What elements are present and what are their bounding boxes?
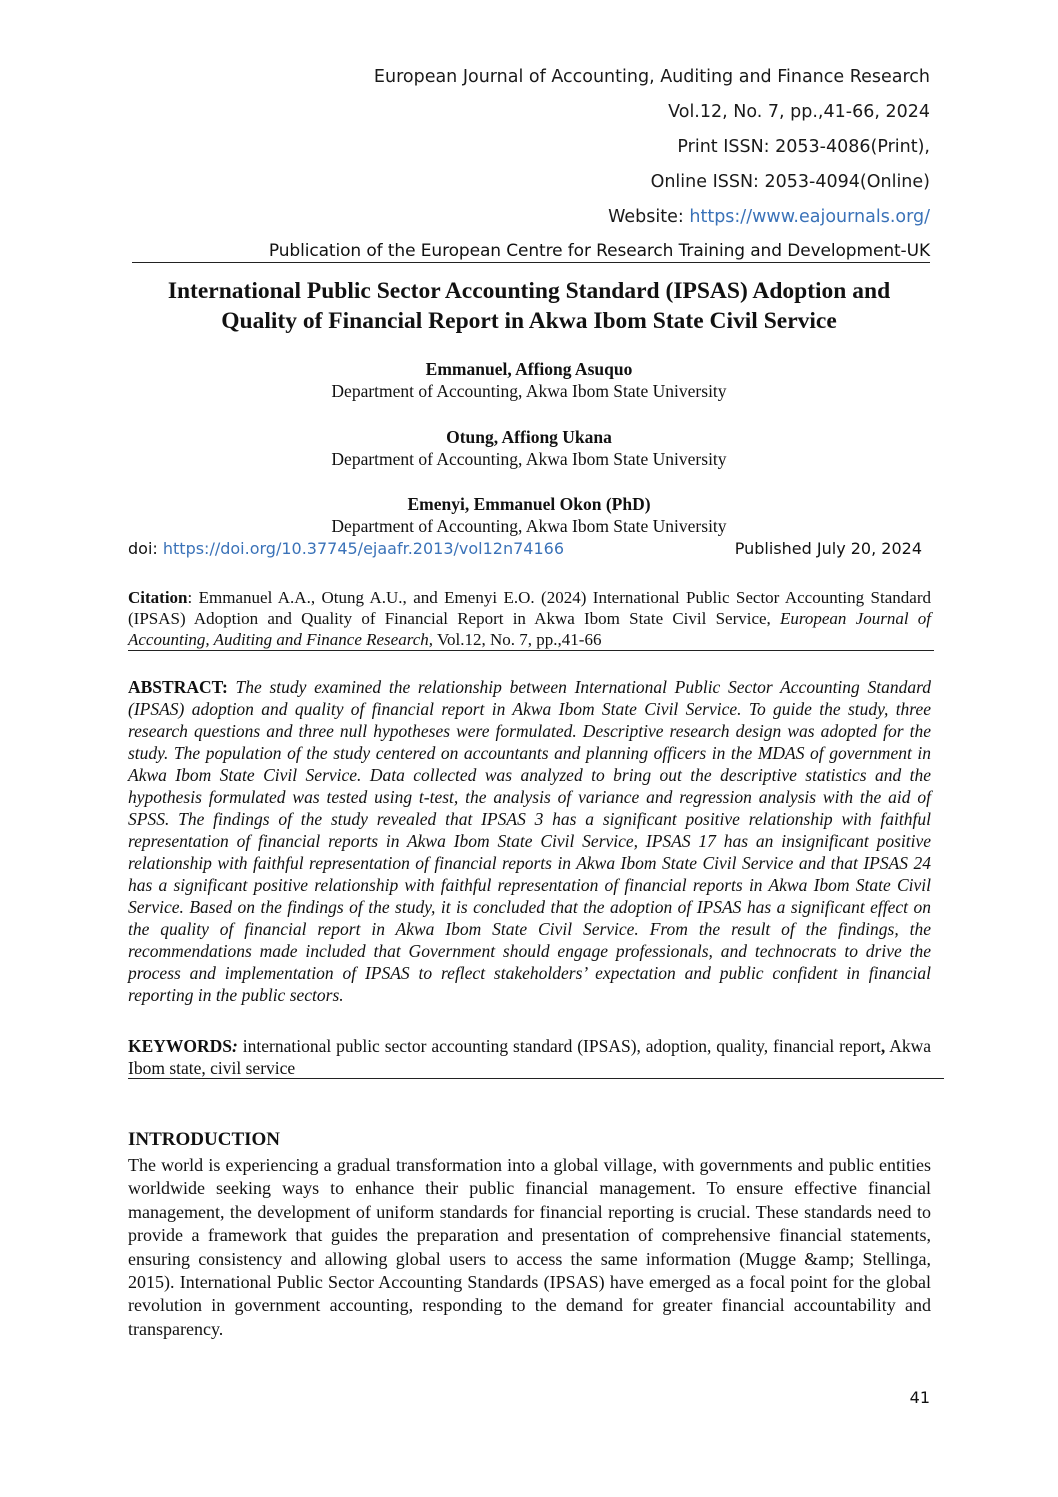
abstract-label: ABSTRACT: bbox=[128, 677, 228, 697]
title-line-2: Quality of Financial Report in Akwa Ibom State Civil Service bbox=[221, 308, 837, 334]
keywords-label: KEYWORDS bbox=[128, 1036, 233, 1056]
doi-line bbox=[128, 539, 926, 559]
introduction-text: The world is experiencing a gradual transformation into a global village, with governments and public entities worldwide seeking ways to enhance their public financial management. To ensure effective financial management, the development of uniform standards for financial reporting is crucial. These standards need to provide a framework that guides the preparation and presentation of comprehensive financial statements, ensuring consistency and allowing global users to access the same information (Mugge &amp; Stellinga, 2015). International Public Sector Accounting Standards (IPSAS) have emerged as a focal point for the global revolution in government accounting, responding to the demand for greater financial accountability and transparency. bbox=[128, 1155, 931, 1339]
author-name: Emmanuel, Affiong Asuquo bbox=[425, 359, 633, 379]
journal-name: European Journal of Accounting, Auditing and Finance Research bbox=[373, 67, 930, 87]
keywords-comma: , bbox=[880, 1036, 886, 1056]
online-issn: Online ISSN: 2053-4094(Online) bbox=[650, 172, 930, 192]
author-name: Emenyi, Emmanuel Okon (PhD) bbox=[407, 494, 651, 514]
published-date: Published July 20, 2024 bbox=[734, 539, 922, 558]
title-line-1: International Public Sector Accounting Standard (IPSAS) Adoption and bbox=[167, 278, 891, 304]
page-number: 41 bbox=[909, 1388, 930, 1407]
author-affiliation: Department of Accounting, Akwa Ibom State University bbox=[331, 516, 727, 536]
print-issn: Print ISSN: 2053-4086(Print), bbox=[677, 137, 930, 157]
author-affiliation: Department of Accounting, Akwa Ibom State University bbox=[331, 449, 727, 469]
website-link[interactable]: https://www.eajournals.org/ bbox=[689, 207, 930, 227]
keywords-divider bbox=[128, 1078, 944, 1079]
keywords-text-2: Akwa Ibom state, civil service bbox=[128, 1036, 931, 1078]
doi-link[interactable]: https://doi.org/10.37745/ejaafr.2013/vol12n74166 bbox=[162, 539, 565, 558]
author-affiliation: Department of Accounting, Akwa Ibom State University bbox=[331, 381, 727, 401]
author-2 bbox=[100, 426, 958, 470]
citation-text: : Emmanuel A.A., Otung A.U., and Emenyi E.O. (2024) International Public Sector Accounting Standard (IPSAS) Adoption and Quality of Financial Report in Akwa Ibom State Civil Service, bbox=[128, 588, 931, 628]
citation-journal: European Journal of Accounting, Auditing and Finance Research, bbox=[128, 609, 931, 649]
paper-title bbox=[100, 276, 958, 336]
doi-label: doi: bbox=[128, 539, 163, 558]
abstract bbox=[128, 676, 931, 1006]
keywords-colon: : bbox=[232, 1036, 238, 1056]
volume-info: Vol.12, No. 7, pp.,41-66, 2024 bbox=[668, 102, 930, 122]
website-line bbox=[608, 206, 930, 228]
citation bbox=[128, 587, 931, 650]
citation-divider bbox=[128, 650, 934, 651]
author-3 bbox=[100, 493, 958, 537]
abstract-text: The study examined the relationship between International Public Sector Accounting Standard (IPSAS) adoption and quality of financial report in Akwa Ibom State Civil Service. To guide the study, three research questions and three null hypotheses were formulated. Descriptive research design was adopted for the study. The population of the study centered on accountants and planning officers in the MDAS of government in Akwa Ibom State Civil Service. Data collected was analyzed to bring out the descriptive statistics and the hypothesis formulated was tested using t-test, the analysis of variance and regression analysis with the aid of SPSS. The findings of the study revealed that IPSAS 3 has a significant positive relationship with faithful representation of financial reports in Akwa Ibom State Civil Service, IPSAS 17 has an insignificant positive relationship with faithful representation of financial reports in Akwa Ibom State Civil Service and that IPSAS 24 has a significant positive relationship with faithful representation of financial reports in Akwa Ibom State Civil Service. Based on the findings of the study, it is concluded that the adoption of IPSAS has a significant effect on the quality of financial report in Akwa Ibom State Civil Service. From the result of the findings, the recommendations made included that Government should engage professionals, and technocrats to drive the process and implementation of IPSAS to reflect stakeholders’ expectation and public confident in financial reporting in the public sectors. bbox=[128, 677, 932, 1005]
author-name: Otung, Affiong Ukana bbox=[446, 427, 612, 447]
keywords-text-1: international public sector accounting standard (IPSAS), adoption, quality, financial report bbox=[237, 1036, 881, 1056]
author-1 bbox=[100, 358, 958, 402]
keywords bbox=[128, 1035, 931, 1079]
citation-tail: Vol.12, No. 7, pp.,41-66 bbox=[433, 630, 602, 649]
website-label: Website: bbox=[608, 207, 690, 227]
publisher-line: Publication of the European Centre for Research Training and Development-UK bbox=[132, 241, 930, 263]
citation-label: Citation bbox=[128, 588, 188, 607]
introduction-heading: INTRODUCTION bbox=[128, 1129, 281, 1150]
